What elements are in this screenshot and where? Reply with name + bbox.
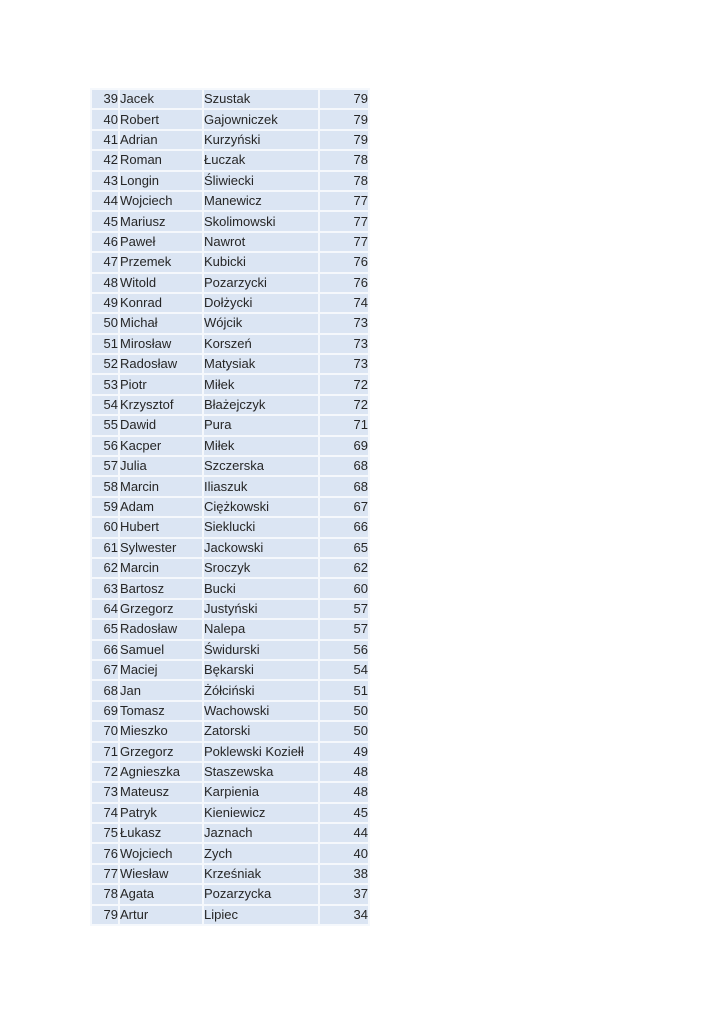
last-name-cell: Pozarzycka: [204, 885, 320, 905]
table-row: [92, 906, 370, 926]
last-name-cell: Śliwiecki: [204, 172, 320, 192]
results-table: [90, 88, 370, 926]
table-row: [92, 294, 370, 314]
score-cell: 56: [320, 641, 370, 661]
last-name-cell: Zatorski: [204, 722, 320, 742]
last-name-cell: Nalepa: [204, 620, 320, 640]
last-name-cell: Sroczyk: [204, 559, 320, 579]
table-row: [92, 437, 370, 457]
table-row: [92, 722, 370, 742]
table-row: [92, 681, 370, 701]
first-name-cell: Konrad: [120, 294, 204, 314]
last-name-cell: Świdurski: [204, 641, 320, 661]
score-cell: 45: [320, 804, 370, 824]
score-cell: 76: [320, 274, 370, 294]
last-name-cell: Poklewski Koziełł: [204, 743, 320, 763]
table-row: [92, 396, 370, 416]
last-name-cell: Miłek: [204, 375, 320, 395]
rank-cell: 58: [92, 477, 120, 497]
score-cell: 77: [320, 192, 370, 212]
table-row: [92, 192, 370, 212]
score-cell: 50: [320, 722, 370, 742]
first-name-cell: Julia: [120, 457, 204, 477]
score-cell: 78: [320, 172, 370, 192]
rank-cell: 49: [92, 294, 120, 314]
first-name-cell: Dawid: [120, 416, 204, 436]
rank-cell: 63: [92, 579, 120, 599]
last-name-cell: Kieniewicz: [204, 804, 320, 824]
table-row: [92, 375, 370, 395]
first-name-cell: Mateusz: [120, 783, 204, 803]
rank-cell: 62: [92, 559, 120, 579]
rank-cell: 39: [92, 90, 120, 110]
first-name-cell: Marcin: [120, 559, 204, 579]
last-name-cell: Manewicz: [204, 192, 320, 212]
last-name-cell: Dołżycki: [204, 294, 320, 314]
last-name-cell: Iliaszuk: [204, 477, 320, 497]
score-cell: 49: [320, 743, 370, 763]
last-name-cell: Kubicki: [204, 253, 320, 273]
score-cell: 51: [320, 681, 370, 701]
first-name-cell: Kacper: [120, 437, 204, 457]
table-row: [92, 702, 370, 722]
first-name-cell: Piotr: [120, 375, 204, 395]
rank-cell: 45: [92, 212, 120, 232]
score-cell: 73: [320, 355, 370, 375]
rank-cell: 65: [92, 620, 120, 640]
first-name-cell: Łukasz: [120, 824, 204, 844]
rank-cell: 52: [92, 355, 120, 375]
first-name-cell: Bartosz: [120, 579, 204, 599]
rank-cell: 46: [92, 233, 120, 253]
rank-cell: 77: [92, 865, 120, 885]
table-row: [92, 233, 370, 253]
score-cell: 68: [320, 457, 370, 477]
score-cell: 73: [320, 314, 370, 334]
first-name-cell: Jacek: [120, 90, 204, 110]
table-row: [92, 355, 370, 375]
first-name-cell: Patryk: [120, 804, 204, 824]
rank-cell: 51: [92, 335, 120, 355]
table-row: [92, 783, 370, 803]
table-row: [92, 620, 370, 640]
last-name-cell: Lipiec: [204, 906, 320, 926]
table-row: [92, 518, 370, 538]
first-name-cell: Sylwester: [120, 539, 204, 559]
score-cell: 37: [320, 885, 370, 905]
rank-cell: 71: [92, 743, 120, 763]
last-name-cell: Ciężkowski: [204, 498, 320, 518]
score-cell: 48: [320, 763, 370, 783]
rank-cell: 72: [92, 763, 120, 783]
rank-cell: 59: [92, 498, 120, 518]
first-name-cell: Paweł: [120, 233, 204, 253]
last-name-cell: Staszewska: [204, 763, 320, 783]
rank-cell: 55: [92, 416, 120, 436]
score-cell: 65: [320, 539, 370, 559]
table-row: [92, 763, 370, 783]
rank-cell: 50: [92, 314, 120, 334]
table-row: [92, 498, 370, 518]
score-cell: 77: [320, 212, 370, 232]
score-cell: 79: [320, 110, 370, 130]
score-cell: 40: [320, 844, 370, 864]
rank-cell: 79: [92, 906, 120, 926]
rank-cell: 57: [92, 457, 120, 477]
table-row: [92, 600, 370, 620]
score-cell: 72: [320, 375, 370, 395]
score-cell: 69: [320, 437, 370, 457]
score-cell: 72: [320, 396, 370, 416]
first-name-cell: Mirosław: [120, 335, 204, 355]
score-cell: 79: [320, 131, 370, 151]
score-cell: 62: [320, 559, 370, 579]
first-name-cell: Artur: [120, 906, 204, 926]
score-cell: 48: [320, 783, 370, 803]
rank-cell: 67: [92, 661, 120, 681]
last-name-cell: Gajowniczek: [204, 110, 320, 130]
table-row: [92, 314, 370, 334]
last-name-cell: Bękarski: [204, 661, 320, 681]
last-name-cell: Kurzyński: [204, 131, 320, 151]
results-table-body: [92, 90, 370, 926]
rank-cell: 47: [92, 253, 120, 273]
rank-cell: 53: [92, 375, 120, 395]
table-row: [92, 457, 370, 477]
first-name-cell: Samuel: [120, 641, 204, 661]
rank-cell: 44: [92, 192, 120, 212]
score-cell: 57: [320, 600, 370, 620]
score-cell: 71: [320, 416, 370, 436]
score-cell: 44: [320, 824, 370, 844]
score-cell: 73: [320, 335, 370, 355]
last-name-cell: Jaznach: [204, 824, 320, 844]
first-name-cell: Jan: [120, 681, 204, 701]
last-name-cell: Justyński: [204, 600, 320, 620]
first-name-cell: Wojciech: [120, 192, 204, 212]
table-row: [92, 172, 370, 192]
score-cell: 68: [320, 477, 370, 497]
rank-cell: 54: [92, 396, 120, 416]
rank-cell: 40: [92, 110, 120, 130]
first-name-cell: Agata: [120, 885, 204, 905]
table-row: [92, 824, 370, 844]
table-row: [92, 90, 370, 110]
score-cell: 38: [320, 865, 370, 885]
rank-cell: 75: [92, 824, 120, 844]
table-row: [92, 641, 370, 661]
table-row: [92, 743, 370, 763]
first-name-cell: Adrian: [120, 131, 204, 151]
last-name-cell: Krześniak: [204, 865, 320, 885]
table-row: [92, 477, 370, 497]
first-name-cell: Krzysztof: [120, 396, 204, 416]
table-row: [92, 579, 370, 599]
table-row: [92, 885, 370, 905]
last-name-cell: Żółciński: [204, 681, 320, 701]
rank-cell: 74: [92, 804, 120, 824]
score-cell: 77: [320, 233, 370, 253]
first-name-cell: Agnieszka: [120, 763, 204, 783]
last-name-cell: Bucki: [204, 579, 320, 599]
rank-cell: 60: [92, 518, 120, 538]
table-row: [92, 804, 370, 824]
first-name-cell: Mieszko: [120, 722, 204, 742]
table-row: [92, 110, 370, 130]
first-name-cell: Maciej: [120, 661, 204, 681]
last-name-cell: Skolimowski: [204, 212, 320, 232]
score-cell: 78: [320, 151, 370, 171]
rank-cell: 61: [92, 539, 120, 559]
table-row: [92, 416, 370, 436]
last-name-cell: Karpienia: [204, 783, 320, 803]
score-cell: 60: [320, 579, 370, 599]
first-name-cell: Robert: [120, 110, 204, 130]
rank-cell: 43: [92, 172, 120, 192]
first-name-cell: Roman: [120, 151, 204, 171]
table-row: [92, 844, 370, 864]
first-name-cell: Witold: [120, 274, 204, 294]
first-name-cell: Wiesław: [120, 865, 204, 885]
rank-cell: 70: [92, 722, 120, 742]
rank-cell: 69: [92, 702, 120, 722]
first-name-cell: Adam: [120, 498, 204, 518]
table-row: [92, 151, 370, 171]
rank-cell: 64: [92, 600, 120, 620]
first-name-cell: Wojciech: [120, 844, 204, 864]
first-name-cell: Michał: [120, 314, 204, 334]
first-name-cell: Longin: [120, 172, 204, 192]
table-row: [92, 661, 370, 681]
score-cell: 67: [320, 498, 370, 518]
score-cell: 57: [320, 620, 370, 640]
first-name-cell: Przemek: [120, 253, 204, 273]
score-cell: 74: [320, 294, 370, 314]
rank-cell: 76: [92, 844, 120, 864]
score-cell: 66: [320, 518, 370, 538]
last-name-cell: Matysiak: [204, 355, 320, 375]
last-name-cell: Pozarzycki: [204, 274, 320, 294]
rank-cell: 73: [92, 783, 120, 803]
last-name-cell: Pura: [204, 416, 320, 436]
table-row: [92, 274, 370, 294]
rank-cell: 48: [92, 274, 120, 294]
last-name-cell: Jackowski: [204, 539, 320, 559]
last-name-cell: Łuczak: [204, 151, 320, 171]
rank-cell: 66: [92, 641, 120, 661]
score-cell: 76: [320, 253, 370, 273]
first-name-cell: Radosław: [120, 355, 204, 375]
last-name-cell: Szczerska: [204, 457, 320, 477]
table-row: [92, 253, 370, 273]
first-name-cell: Grzegorz: [120, 743, 204, 763]
table-row: [92, 335, 370, 355]
first-name-cell: Tomasz: [120, 702, 204, 722]
last-name-cell: Błażejczyk: [204, 396, 320, 416]
score-cell: 79: [320, 90, 370, 110]
rank-cell: 42: [92, 151, 120, 171]
first-name-cell: Marcin: [120, 477, 204, 497]
last-name-cell: Wójcik: [204, 314, 320, 334]
last-name-cell: Szustak: [204, 90, 320, 110]
last-name-cell: Sieklucki: [204, 518, 320, 538]
score-cell: 50: [320, 702, 370, 722]
first-name-cell: Mariusz: [120, 212, 204, 232]
last-name-cell: Miłek: [204, 437, 320, 457]
rank-cell: 41: [92, 131, 120, 151]
last-name-cell: Korszeń: [204, 335, 320, 355]
score-cell: 54: [320, 661, 370, 681]
table-row: [92, 212, 370, 232]
rank-cell: 78: [92, 885, 120, 905]
last-name-cell: Zych: [204, 844, 320, 864]
first-name-cell: Grzegorz: [120, 600, 204, 620]
table-row: [92, 131, 370, 151]
table-row: [92, 559, 370, 579]
rank-cell: 56: [92, 437, 120, 457]
first-name-cell: Hubert: [120, 518, 204, 538]
last-name-cell: Nawrot: [204, 233, 320, 253]
last-name-cell: Wachowski: [204, 702, 320, 722]
first-name-cell: Radosław: [120, 620, 204, 640]
score-cell: 34: [320, 906, 370, 926]
rank-cell: 68: [92, 681, 120, 701]
table-row: [92, 865, 370, 885]
table-row: [92, 539, 370, 559]
